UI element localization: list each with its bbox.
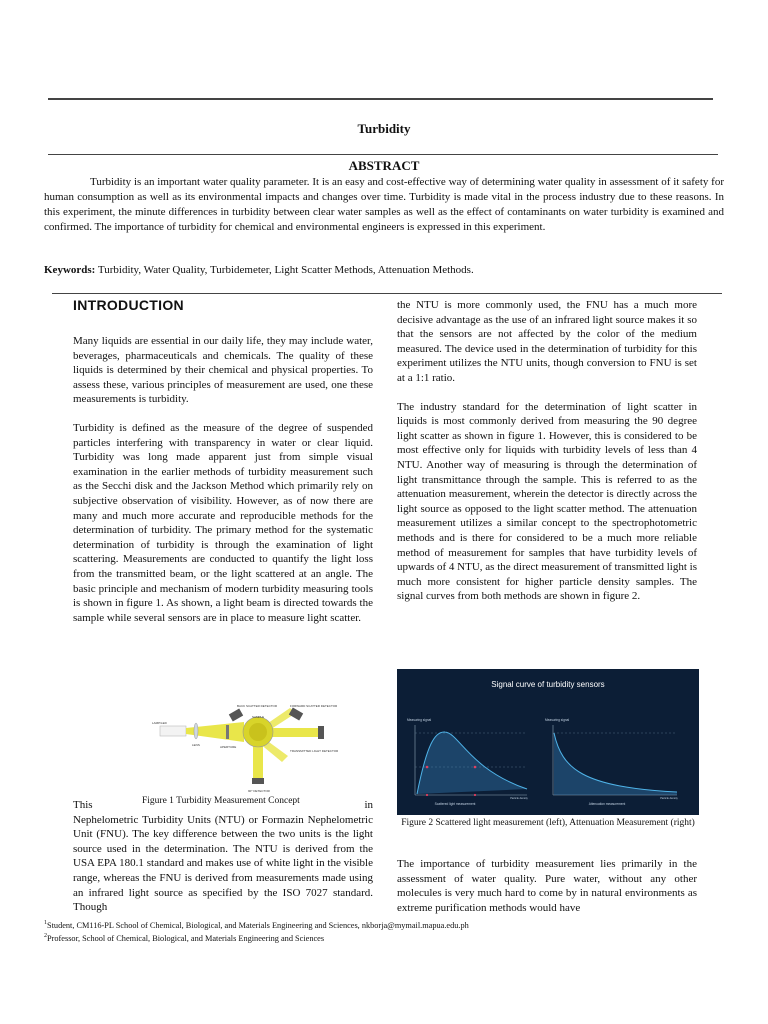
left-xlabel: Scattered light measurement: [434, 802, 476, 806]
intro-paragraph-2: Turbidity is defined as the measure of the degree of suspended particles interfering with transparency in water or clear liquid. Turbidity was long made apparent just from simple visual examination in the earlier methods of turbidity measurement such as the Secchi disk and the Jackson Method which primarily rely on subjective observation of visibility. However, as of now there are many and much more accurate and reproducible methods for the determination of turbidity. The primary method for the systematic determination of turbidity is through the examination of light scattering. Measurements are conducted to quantify the light loss from the transmitted beam, or the light scattered at an angle. The basic principle and mechanism of modern turbidity measuring tools is shown in figure 1. As shown, a light beam is directed towards the sample while several sensors are in place to measure light scatter.: [73, 421, 373, 624]
top-rule: [48, 98, 713, 100]
intro-paragraph-3: Nephelometric Turbidity Units (NTU) or Formazin Nephelometric Unit (FNU). The key difference between the two units is the light source used in the determination. The NTU is derived from the USA EPA 180.1 standard and makes use of white light in the visible range, whereas the FNU is derived from measurements made using an infrared light source as specified by the ISO 7027 standard. Though: [73, 813, 373, 914]
figure-1-caption: Figure 1 Turbidity Measurement Concept: [142, 796, 300, 806]
lens-shape: [194, 723, 198, 739]
figure-2-caption: Figure 2 Scattered light measurement (left), Attenuation Measurement (right): [401, 818, 695, 828]
footnote-2: [44, 933, 324, 943]
figure-1-diagram: [140, 704, 354, 794]
footnote-2-mark: 2: [44, 933, 47, 939]
left-ylabel: Measuring signal: [407, 718, 432, 722]
intro-paragraph-1: Many liquids are essential in our daily life, they may include water, beverages, pharmaceuticals and chemicals. The quality of these liquids is determined by their chemical and physical properties. To assess these, various principles of measurement are used, one these measurements is turbidity.: [73, 335, 373, 406]
label-lens: LENS: [192, 743, 200, 747]
label-90-degree: 90° DETECTOR: [248, 789, 270, 793]
label-sample: SAMPLE: [252, 715, 265, 719]
title-rule: [48, 154, 718, 155]
continued-start-word: This: [73, 799, 93, 811]
keywords: [44, 264, 724, 276]
continued-end-word: in: [364, 799, 373, 811]
left-column: [73, 334, 373, 639]
left-point-2: [474, 766, 477, 769]
label-lamp: LAMP/LED: [152, 721, 167, 725]
abstract-text: Turbidity is an important water quality parameter. It is an easy and cost-effective way of determining water quality in assessment of it safety for human consumption as well as its environmental impacts and changes over time. Turbidity is made vital in the process industry due to these reasons. In this experiment, the minute differences in turbidity between clear water samples as well as the effect of contaminants on water turbidity is examined and confirmed. The importance of turbidity for chemical and environmental engineers is expressed in this experiment.: [44, 176, 724, 233]
paper-title: Turbidity: [357, 121, 411, 136]
right-paragraph-2: The industry standard for the determination of light scatter in liquids is most commonly derived from measuring the 90 degree light scatter as shown in figure 1. However, this is considered to be most effective only for liquids with turbidity levels of less than 4 NTU. Another way of measuring is through the determination of light transmittance through the sample. This is referred to as the attenuation measurement, wherein the detector is directly across the light source as opposed to the light scatter method. The attenuation measurement utilizes a similar concept to the spectrophotometric methods and is there for considered to be a much more reliable method of measurement for samples that have turbidity levels of upwards of 4 NTU, as the direct measurement of transmitted light is much more consistent for higher particle density samples. The signal curves from both methods are shown in figure 2.: [397, 400, 697, 603]
left-column-continued: [73, 798, 373, 915]
section-rule: [52, 293, 722, 294]
transmitted-detector: [318, 726, 324, 739]
label-back-scatter: BACK SCATTER DETECTOR: [237, 704, 278, 708]
figure-2-chart: [397, 669, 699, 815]
sample-core: [249, 723, 267, 741]
abstract-heading: ABSTRACT: [348, 158, 420, 173]
footnote-1-text: Student, CM116-PL School of Chemical, Biological, and Materials Engineering and Sciences, nkborja@mymail.mapua.edu.ph: [47, 920, 469, 930]
label-forward-scatter: FORWARD SCATTER DETECTOR: [290, 704, 338, 708]
figure-2-title: Signal curve of turbidity sensors: [491, 680, 605, 689]
label-transmitted: TRANSMITTED LIGHT DETECTOR: [290, 749, 339, 753]
right-paragraph-1: the NTU is more commonly used, the FNU has a much more decisive advantage as the use of an infrared light source makes it so that the sensors are not affected by the color of the medium measured. The device used in the determination of turbidity for this experiment utilizes the NTU units, though conversion to FNU is set at a 1:1 ratio.: [397, 299, 697, 384]
left-point-1: [426, 766, 429, 769]
keywords-list: Turbidity, Water Quality, Turbidemeter, Light Scatter Methods, Attenuation Methods.: [97, 264, 474, 276]
right-column: [397, 298, 697, 618]
aperture-shape: [226, 725, 229, 739]
footnote-1-mark: 1: [44, 920, 47, 926]
left-xaxis-label: Particle density: [510, 797, 528, 800]
footnote-1: [44, 920, 469, 930]
label-aperture: APERTURE: [220, 745, 237, 749]
left-point-3: [426, 794, 428, 796]
footnote-2-text: Professor, School of Chemical, Biological, and Materials Engineering and Sciences: [47, 933, 325, 943]
right-xaxis-label: Particle density: [660, 797, 678, 800]
right-xlabel: Attenuation measurement: [588, 802, 626, 806]
90-degree-detector: [252, 778, 264, 784]
right-ylabel: Measuring signal: [545, 718, 570, 722]
introduction-heading: INTRODUCTION: [73, 297, 184, 313]
right-column-bottom: [397, 857, 697, 915]
lamp-shape: [160, 726, 186, 736]
right-paragraph-3: The importance of turbidity measurement lies primarily in the assessment of water quality. Pure water, without any other molecules is very much hard to come by in natural environments as extreme purification methods would have: [397, 858, 697, 914]
keywords-label: Keywords:: [44, 264, 96, 276]
left-point-4: [474, 794, 476, 796]
